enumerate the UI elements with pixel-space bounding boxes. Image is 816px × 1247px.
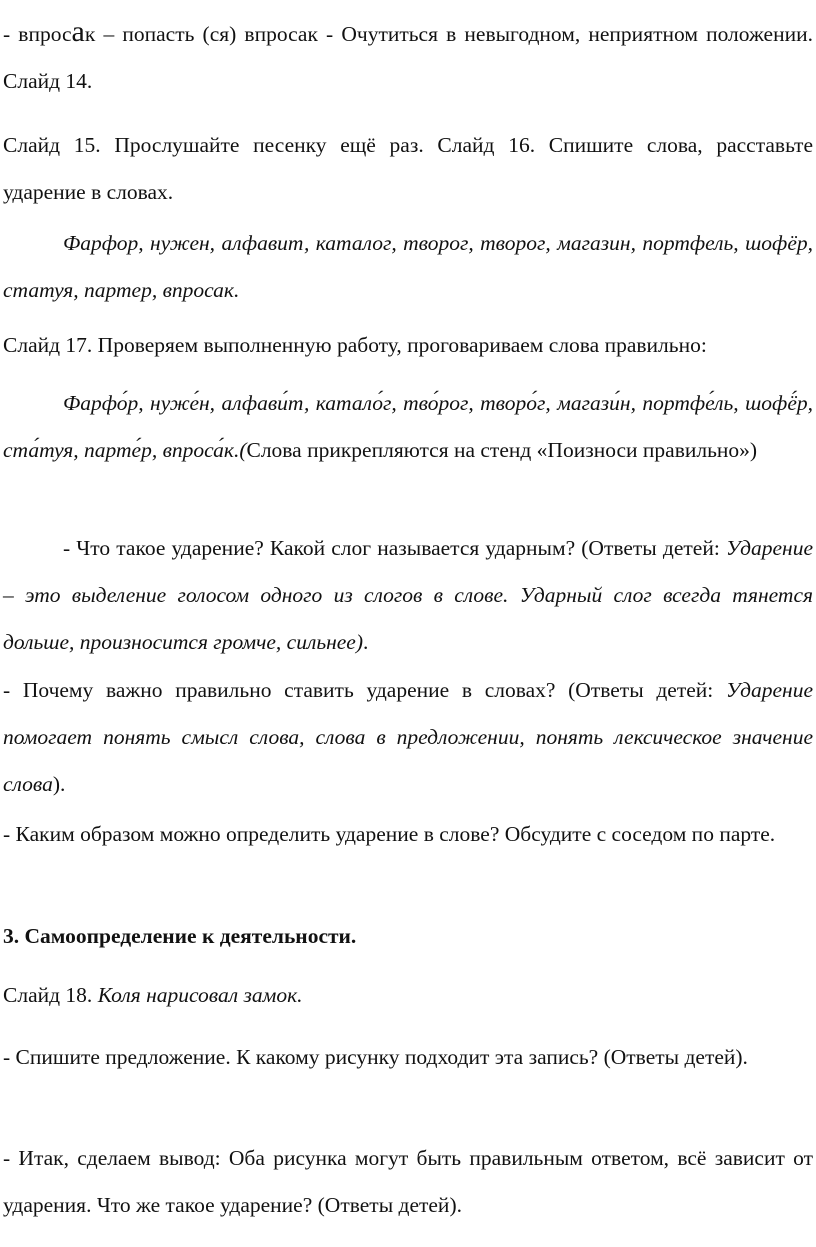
question-text: - Почему важно правильно ставить ударение в словах? (Ответы детей: — [3, 678, 726, 702]
paragraph-slide-17: Слайд 17. Проверяем выполненную работу, проговариваем слова правильно: — [3, 333, 707, 357]
text-run: к – попасть (ся) впросак - Очутиться в невыгодном, неприятном положении. Слайд 14. — [3, 22, 813, 93]
text-run: ). — [52, 772, 66, 796]
text-run: - впрос — [3, 22, 72, 46]
paragraph-question-stress — [3, 525, 813, 666]
text-run: Слайд 18. — [3, 983, 98, 1007]
paragraph-question-method: - Каким образом можно определить ударение в слове? Обсудите с соседом по парте. — [3, 822, 776, 846]
paragraph-copy-sentence: - Спишите предложение. К какому рисунку подходит эта запись? (Ответы детей). — [3, 1045, 748, 1069]
paragraph-slide-18 — [3, 972, 813, 1019]
paragraph-vprosak — [3, 8, 813, 105]
paragraph-stressed-words — [3, 380, 813, 474]
text-run: . — [363, 630, 369, 654]
stressed-word-list: Фарфо́р, нуже́н, алфави́т, катало́г, тво́рог, творо́г, магази́н, портфе́ль, шофё́р, ста́туя, парте́р, впроса́к.( — [3, 391, 813, 462]
answer-text: Ударение – это выделение голосом одного из слогов в слове. Ударный слог всегда тянется дольше, произносится громче, сильнее) — [3, 536, 813, 654]
paragraph-slide-15-16: Слайд 15. Прослушайте песенку ещё раз. Слайд 16. Спишите слова, расставьте ударение в словах. — [3, 133, 813, 204]
stand-note: Слова прикрепляются на стенд «Поизноси правильно») — [246, 438, 758, 462]
enlarged-letter: а — [71, 15, 85, 48]
example-sentence: Коля нарисовал замок. — [97, 983, 303, 1007]
section-heading: 3. Самоопределение к деятельности. — [3, 924, 357, 948]
paragraph-conclusion: - Итак, сделаем вывод: Оба рисунка могут быть правильным ответом, всё зависит от ударения. Что же такое ударение? (Ответы детей). — [3, 1146, 813, 1217]
answer-text: Ударение помогает понять смысл слова, слова в предложении, понять лексическое значение слова — [3, 678, 813, 796]
question-text: - Что такое ударение? Какой слог называется ударным? (Ответы детей: — [63, 536, 726, 560]
paragraph-word-list: Фарфор, нужен, алфавит, каталог, творог, творог, магазин, портфель, шофёр, статуя, партер, впросак. — [3, 231, 813, 302]
paragraph-question-importance — [3, 667, 813, 808]
